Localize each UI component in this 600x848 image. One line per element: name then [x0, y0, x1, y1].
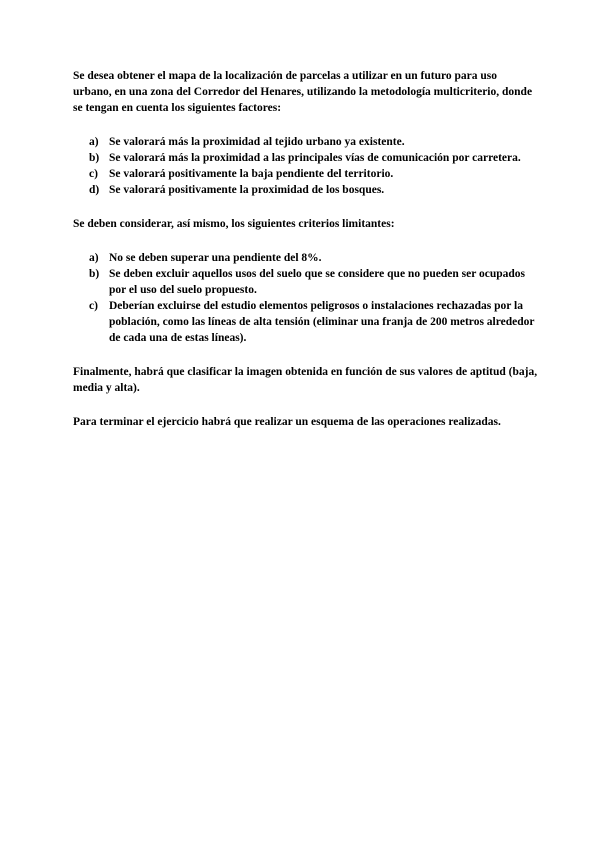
list-marker: b)	[89, 268, 100, 280]
factor-text: Se valorará más la proximidad a las principales vías de comunicación por carretera.	[109, 152, 521, 164]
closing-paragraph: Para terminar el ejercicio habrá que realizar un esquema de las operaciones realizadas.	[73, 416, 501, 428]
constraints-intro: Se deben considerar, así mismo, los siguientes criterios limitantes:	[73, 218, 395, 230]
list-marker: b)	[89, 152, 100, 164]
factor-item	[73, 150, 538, 166]
factor-item	[73, 166, 538, 182]
spacer	[73, 232, 538, 250]
spacer	[73, 116, 538, 134]
list-marker: c)	[89, 168, 98, 180]
list-marker: a)	[89, 136, 99, 148]
factor-text: Se valorará positivamente la baja pendiente del territorio.	[109, 168, 394, 180]
list-marker: c)	[89, 300, 98, 312]
constraint-text: Se deben excluir aquellos usos del suelo que se considere que no pueden ser ocupados por el uso del suelo propuesto.	[109, 268, 525, 296]
constraints-list	[73, 250, 538, 346]
constraint-item	[73, 298, 538, 346]
factor-text: Se valorará positivamente la proximidad de los bosques.	[109, 184, 385, 196]
factors-list	[73, 134, 538, 198]
spacer	[73, 346, 538, 364]
factor-item	[73, 182, 538, 198]
factor-text: Se valorará más la proximidad al tejido urbano ya existente.	[109, 136, 405, 148]
spacer	[73, 396, 538, 414]
spacer	[73, 198, 538, 216]
classification-paragraph: Finalmente, habrá que clasificar la imagen obtenida en función de sus valores de aptitud (baja, media y alta).	[73, 366, 538, 394]
constraint-item	[73, 266, 538, 298]
intro-paragraph: Se desea obtener el mapa de la localización de parcelas a utilizar en un futuro para uso urbano, en una zona del Corredor del Henares, utilizando la metodología multicriterio, donde se tengan en cuenta los siguientes factores:	[73, 70, 533, 114]
factor-item	[73, 134, 538, 150]
constraint-text: Deberían excluirse del estudio elementos peligrosos o instalaciones rechazadas por la población, como las líneas de alta tensión (eliminar una franja de 200 metros alrededor de cada una de estas líneas).	[109, 300, 535, 344]
list-marker: d)	[89, 184, 100, 196]
constraint-text: No se deben superar una pendiente del 8%.	[109, 252, 322, 264]
list-marker: a)	[89, 252, 99, 264]
constraint-item	[73, 250, 538, 266]
exercise-document	[73, 68, 538, 430]
